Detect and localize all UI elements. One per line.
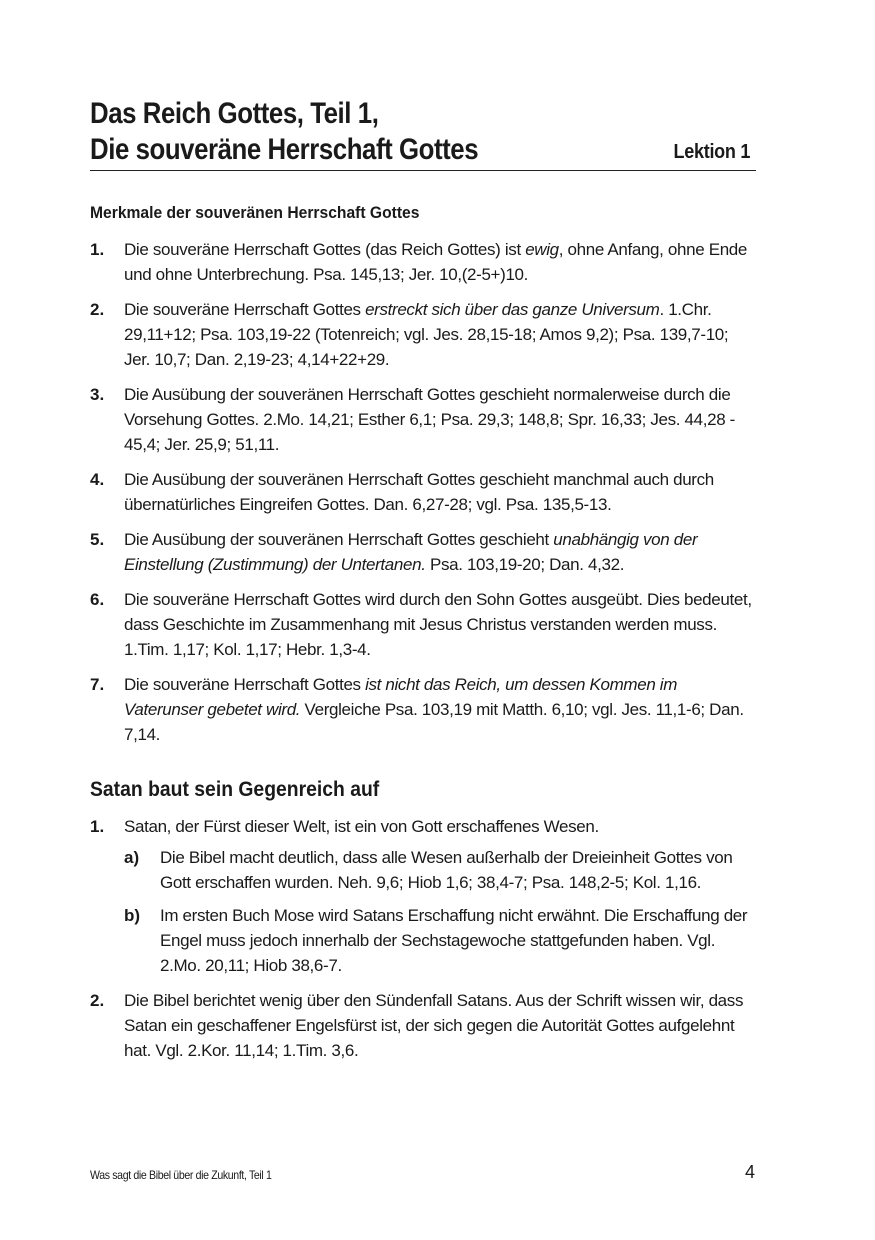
section2-heading: Satan baut sein Gegenreich auf [90,777,380,801]
page-title-line-2: Die souveräne Herrschaft Gottes [90,133,479,166]
item-number: 3. [90,385,105,404]
item-text: Die souveräne Herrschaft Gottes (das Reich Gottes) ist ewig, ohne Anfang, ohne Ende und ohne Unterbrechung. Psa. 145,13; Jer. 10,(2-5+)10. [124,240,748,284]
title-block [90,96,756,171]
section2-list [90,814,756,1063]
list-item [90,814,756,978]
sub-list-item [124,903,756,978]
page-content [90,96,756,1073]
sub-item-label: a) [124,848,140,867]
item-text: Satan, der Fürst dieser Welt, ist ein von Gott erschaffenes Wesen. [124,817,599,836]
item-text: Die souveräne Herrschaft Gottes wird durch den Sohn Gottes ausgeübt. Dies bedeutet, dass Geschichte im Zusammenhang mit Jesus Christus verstanden werden muss. 1.Tim. 1,17; Kol. 1,17; Hebr. 1,3-4. [124,590,752,659]
footer-book-title: Was sagt die Bibel über die Zukunft, Teil 1 [90,1168,272,1182]
list-item [90,527,756,577]
item-number: 2. [90,300,105,319]
list-item [90,382,756,457]
item-text: Die Ausübung der souveränen Herrschaft Gottes geschieht unabhängig von der Einstellung (Zustimmung) der Untertanen. Psa. 103,19-20; Dan. 4,32. [124,530,698,574]
item-text: Die souveräne Herrschaft Gottes ist nicht das Reich, um dessen Kommen im Vaterunser gebetet wird. Vergleiche Psa. 103,19 mit Matth. 6,10; vgl. Jes. 11,1-6; Dan. 7,14. [124,675,744,744]
sub-item-label: b) [124,906,141,925]
item-text: Die Ausübung der souveränen Herrschaft Gottes geschieht manchmal auch durch übernatürliches Eingreifen Gottes. Dan. 6,27-28; vgl. Psa. 135,5-13. [124,470,714,514]
page-title-line-1: Das Reich Gottes, Teil 1, [90,97,379,130]
item-text: Die souveräne Herrschaft Gottes erstreckt sich über das ganze Universum. 1.Chr. 29,11+12; Psa. 103,19-22 (Totenreich; vgl. Jes. 28,15-18; Amos 9,2); Psa. 139,7-10; Jer. 10,7; Dan. 2,19-23; 4,14+22+29. [124,300,729,369]
item-number: 1. [90,817,105,836]
sub-item-text: Die Bibel macht deutlich, dass alle Wesen außerhalb der Dreieinheit Gottes von Gott erschaffen wurden. Neh. 9,6; Hiob 1,6; 38,4-7; Psa. 148,2-5; Kol. 1,16. [160,848,733,892]
sub-list [124,845,756,978]
sub-list-item [124,845,756,895]
sub-item-text: Im ersten Buch Mose wird Satans Erschaffung nicht erwähnt. Die Erschaffung der Engel muss jedoch innerhalb der Sechstagewoche stattgefunden haben. Vgl. 2.Mo. 20,11; Hiob 38,6-7. [160,906,748,975]
list-item [90,672,756,747]
list-item [90,237,756,287]
list-item [90,467,756,517]
item-number: 2. [90,991,105,1010]
section1-heading: Merkmale der souveränen Herrschaft Gottes [90,203,420,222]
item-number: 7. [90,675,105,694]
item-number: 6. [90,590,105,609]
list-item [90,297,756,372]
item-text: Die Ausübung der souveränen Herrschaft Gottes geschieht normalerweise durch die Vorsehung Gottes. 2.Mo. 14,21; Esther 6,1; Psa. 29,3; 148,8; Spr. 16,33; Jes. 44,28 - 45,4; Jer. 25,9; 51,11. [124,385,735,454]
section1-list [90,237,756,747]
item-text: Die Bibel berichtet wenig über den Sündenfall Satans. Aus der Schrift wissen wir, dass Satan ein geschaffener Engelsfürst ist, der sich gegen die Autorität Gottes aufgelehnt hat. Vgl. 2.Kor. 11,14; 1.Tim. 3,6. [124,991,744,1060]
list-item [90,587,756,662]
item-number: 4. [90,470,105,489]
lesson-label: Lektion 1 [673,141,750,163]
item-number: 5. [90,530,105,549]
list-item [90,988,756,1063]
page-number: 4 [744,1162,755,1182]
item-number: 1. [90,240,105,259]
